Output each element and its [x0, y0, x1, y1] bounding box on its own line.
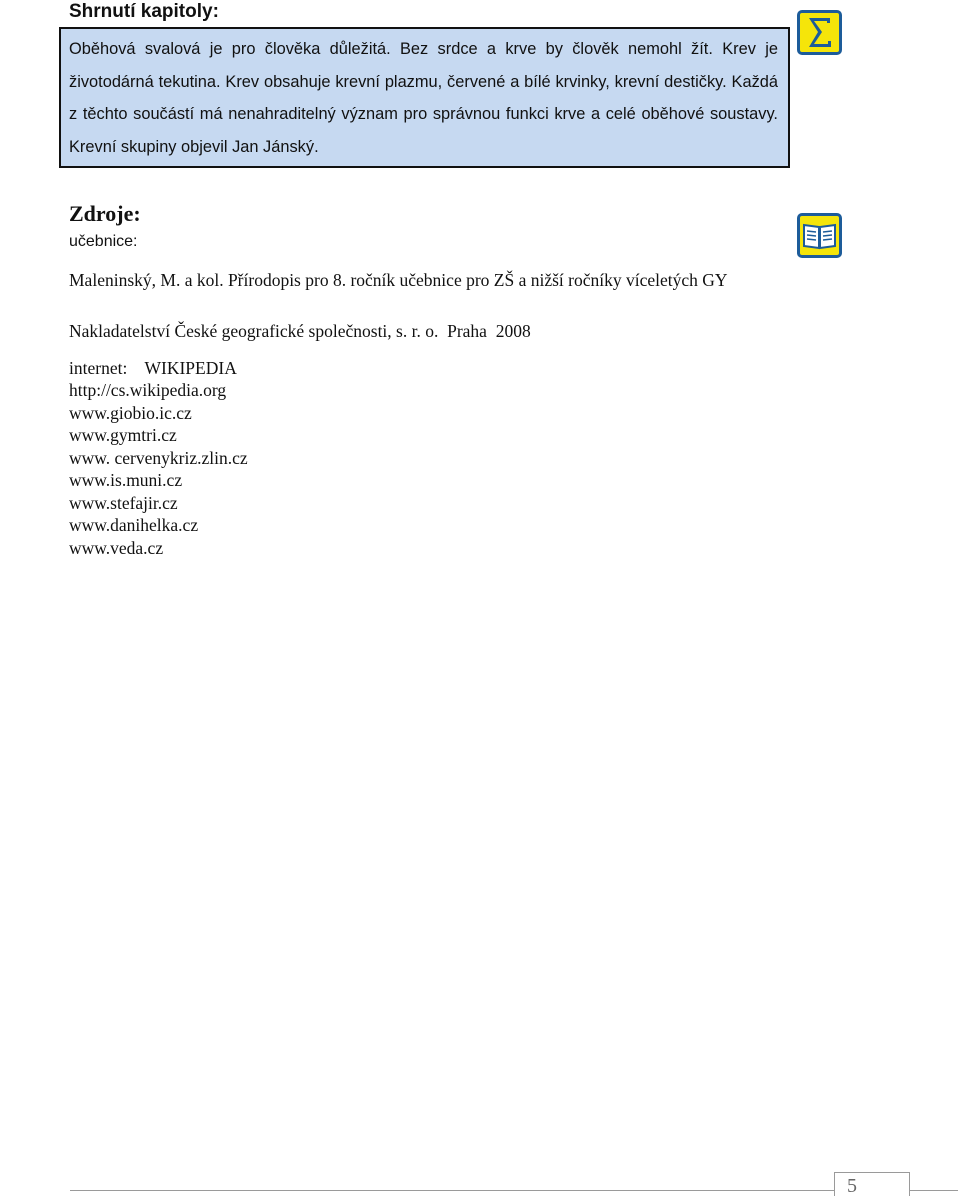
- textbook-label: učebnice:: [69, 233, 138, 250]
- source-link[interactable]: www.stefajir.cz: [69, 492, 178, 513]
- book-glyph: [800, 216, 839, 255]
- source-link[interactable]: www.giobio.ic.cz: [69, 402, 192, 423]
- sigma-icon: [797, 10, 842, 55]
- book-citation: Maleninský, M. a kol. Přírodopis pro 8. ročník učebnice pro ZŠ a nižší ročníky víceletých GY: [69, 270, 728, 290]
- summary-text: Oběhová svalová je pro člověka důležitá. Bez srdce a krve by člověk nemohl žít. Krev je životodárná tekutina. Krev obsahuje krevní plazmu, červené a bílé krvinky, krevní destičky. Každá z těchto součástí má nenahraditelný význam pro správnou funkci krve a celé oběhové soustavy. Krevní skupiny objevil Jan Jánský.: [69, 40, 778, 156]
- source-link[interactable]: www.veda.cz: [69, 537, 164, 558]
- publisher-line: Nakladatelství České geografické společnosti, s. r. o. Praha 2008: [69, 321, 531, 341]
- book-icon: [797, 213, 842, 258]
- source-link[interactable]: www.is.muni.cz: [69, 470, 183, 490]
- footer-rule: [70, 1190, 958, 1191]
- internet-line: [69, 357, 237, 380]
- summary-heading: Shrnutí kapitoly:: [69, 1, 219, 22]
- source-link[interactable]: www.gymtri.cz: [69, 425, 177, 445]
- source-links: [69, 379, 248, 559]
- source-link[interactable]: www.danihelka.cz: [69, 515, 199, 535]
- sigma-glyph: [800, 13, 839, 52]
- sources-heading: Zdroje:: [69, 201, 141, 226]
- internet-label: internet:: [69, 358, 128, 378]
- internet-source-name: WIKIPEDIA: [144, 358, 237, 378]
- source-link[interactable]: www. cervenykriz.zlin.cz: [69, 447, 248, 468]
- page-number: 5: [847, 1175, 857, 1197]
- source-link[interactable]: http://cs.wikipedia.org: [69, 380, 227, 400]
